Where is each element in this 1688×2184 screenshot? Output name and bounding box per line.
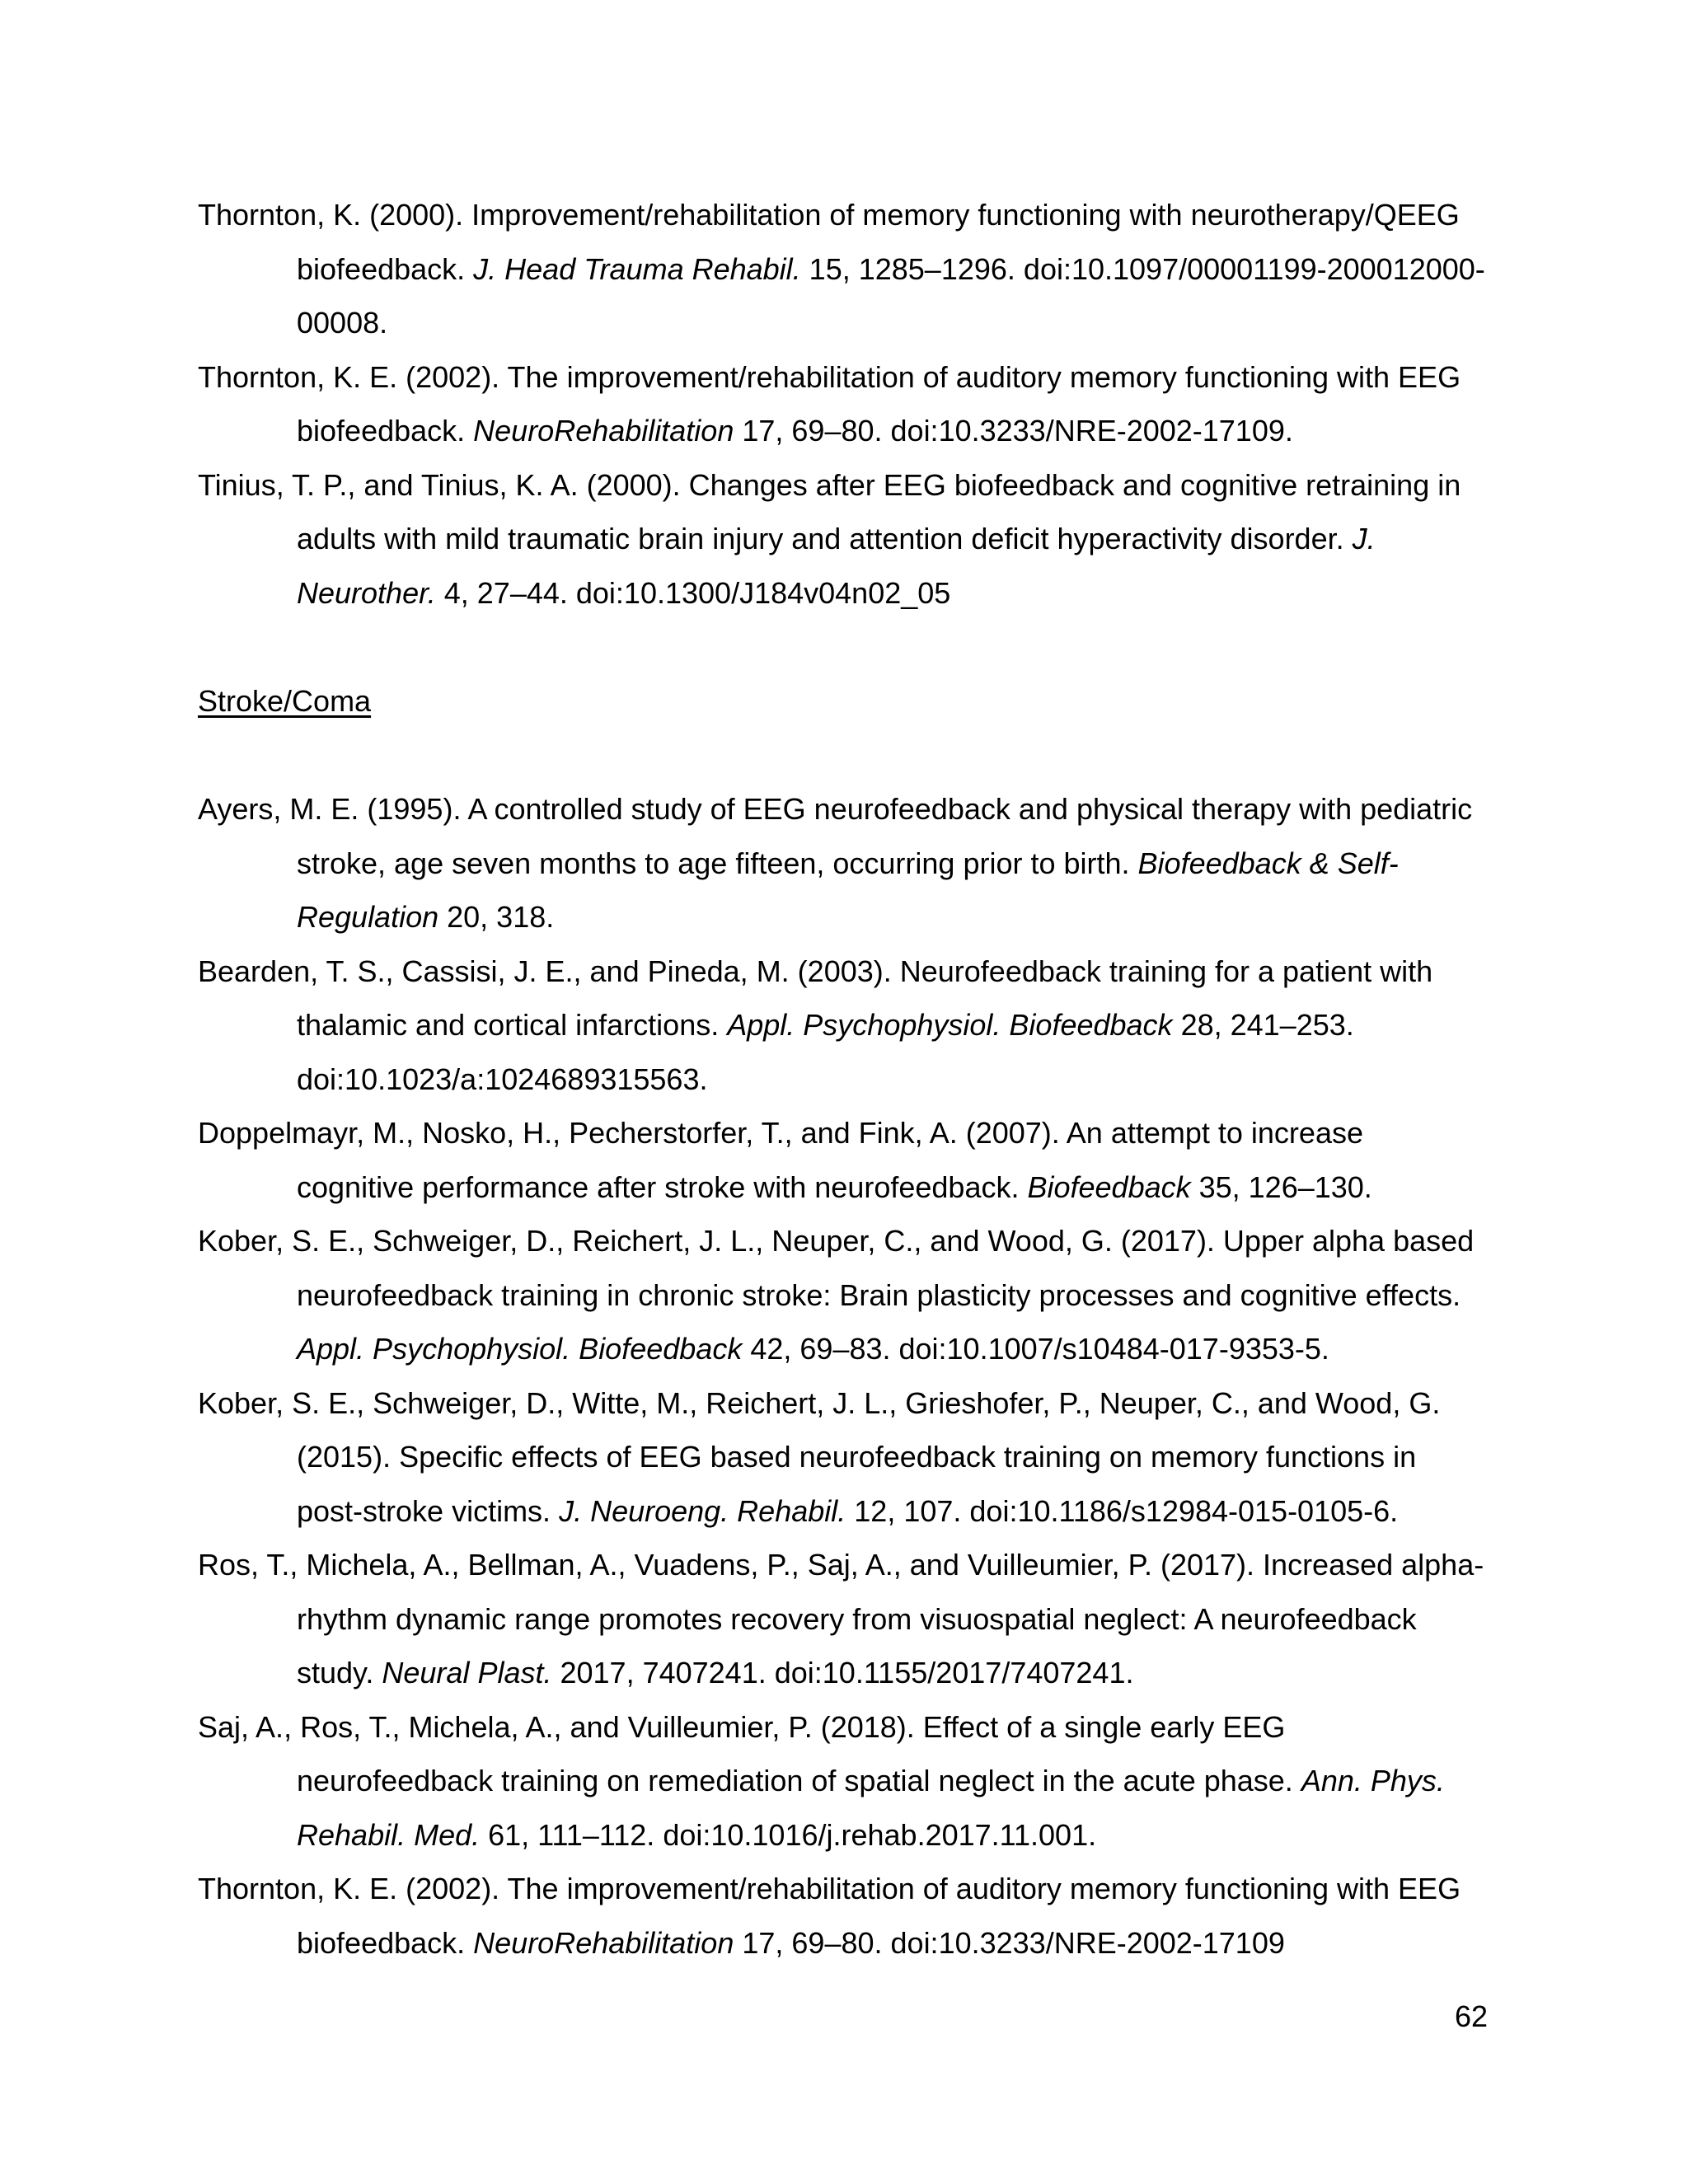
reference-entry: Saj, A., Ros, T., Michela, A., and Vuilleumier, P. (2018). Effect of a single early EEG neurofeedback training on remediation of spatial neglect in the acute phase. Ann. Phys. Rehabil. Med. 61, 111–112. doi:10.1016/j.rehab.2017.11.001. (198, 1709, 1445, 1852)
reference-list-top (198, 188, 1488, 620)
journal-title: Neural Plast. (382, 1656, 552, 1690)
journal-title: NeuroRehabilitation (473, 414, 734, 448)
journal-title: Biofeedback & Self-Regulation (297, 846, 1399, 934)
journal-title: Ann. Phys. Rehabil. Med. (297, 1764, 1445, 1852)
reference-entry: Kober, S. E., Schweiger, D., Reichert, J. L., Neuper, C., and Wood, G. (2017). Upper alpha based neurofeedback training in chronic stroke: Brain plasticity processes and cognitive effects. Appl. Psychophysiol. Biofeedback 42, 69–83. doi:10.1007/s10484-017-9353-5. (198, 1224, 1475, 1366)
journal-title: J. Neuroeng. Rehabil. (559, 1493, 846, 1528)
journal-title: Biofeedback (1027, 1169, 1191, 1204)
reference-entry: Thornton, K. E. (2002). The improvement/rehabilitation of auditory memory functioning with EEG biofeedback. NeuroRehabilitation 17, 69–80. doi:10.3233/NRE-2002-17109 (198, 1872, 1461, 1960)
journal-title: J. Neurother. (297, 522, 1376, 610)
reference-entry: Doppelmayr, M., Nosko, H., Pecherstorfer, T., and Fink, A. (2007). An attempt to increase cognitive performance after stroke with neurofeedback. Biofeedback 35, 126–130. (198, 1116, 1372, 1204)
journal-title: NeuroRehabilitation (473, 1925, 734, 1960)
section-heading: Stroke/Coma (198, 684, 372, 718)
page-number: 62 (1454, 1999, 1488, 2033)
reference-list-stroke (198, 782, 1488, 1970)
reference-entry: Tinius, T. P., and Tinius, K. A. (2000). Changes after EEG biofeedback and cognitive retraining in adults with mild traumatic brain injury and attention deficit hyperactivity disorder. J. Neurother. 4, 27–44. doi:10.1300/J184v04n02_05 (198, 467, 1461, 610)
reference-entry: Kober, S. E., Schweiger, D., Witte, M., Reichert, J. L., Grieshofer, P., Neuper, C., and Wood, G. (2015). Specific effects of EEG based neurofeedback training on memory functions in post-stroke victims. J. Neuroeng. Rehabil. 12, 107. doi:10.1186/s12984-015-0105-6. (198, 1385, 1441, 1528)
reference-entry: Ros, T., Michela, A., Bellman, A., Vuadens, P., Saj, A., and Vuilleumier, P. (2017). Increased alpha-rhythm dynamic range promotes recovery from visuospatial neglect: A neurofeedback study. Neural Plast. 2017, 7407241. doi:10.1155/2017/7407241. (198, 1548, 1484, 1690)
journal-title: Appl. Psychophysiol. Biofeedback (297, 1332, 743, 1366)
reference-entry: Thornton, K. (2000). Improvement/rehabilitation of memory functioning with neurotherapy/QEEG biofeedback. J. Head Trauma Rehabil. 15, 1285–1296. doi:10.1097/00001199-200012000-00008. (198, 198, 1485, 340)
reference-entry: Bearden, T. S., Cassisi, J. E., and Pineda, M. (2003). Neurofeedback training for a patient with thalamic and cortical infarctions. Appl. Psychophysiol. Biofeedback 28, 241–253. doi:10.1023/a:1024689315563. (198, 954, 1433, 1096)
journal-title: Appl. Psychophysiol. Biofeedback (727, 1008, 1173, 1042)
reference-entry: Thornton, K. E. (2002). The improvement/rehabilitation of auditory memory functioning with EEG biofeedback. NeuroRehabilitation 17, 69–80. doi:10.3233/NRE-2002-17109. (198, 359, 1461, 448)
journal-title: J. Head Trauma Rehabil. (473, 251, 801, 286)
reference-entry: Ayers, M. E. (1995). A controlled study of EEG neurofeedback and physical therapy with pediatric stroke, age seven months to age fifteen, occurring prior to birth. Biofeedback & Self-Regulation 20, 318. (198, 792, 1473, 934)
